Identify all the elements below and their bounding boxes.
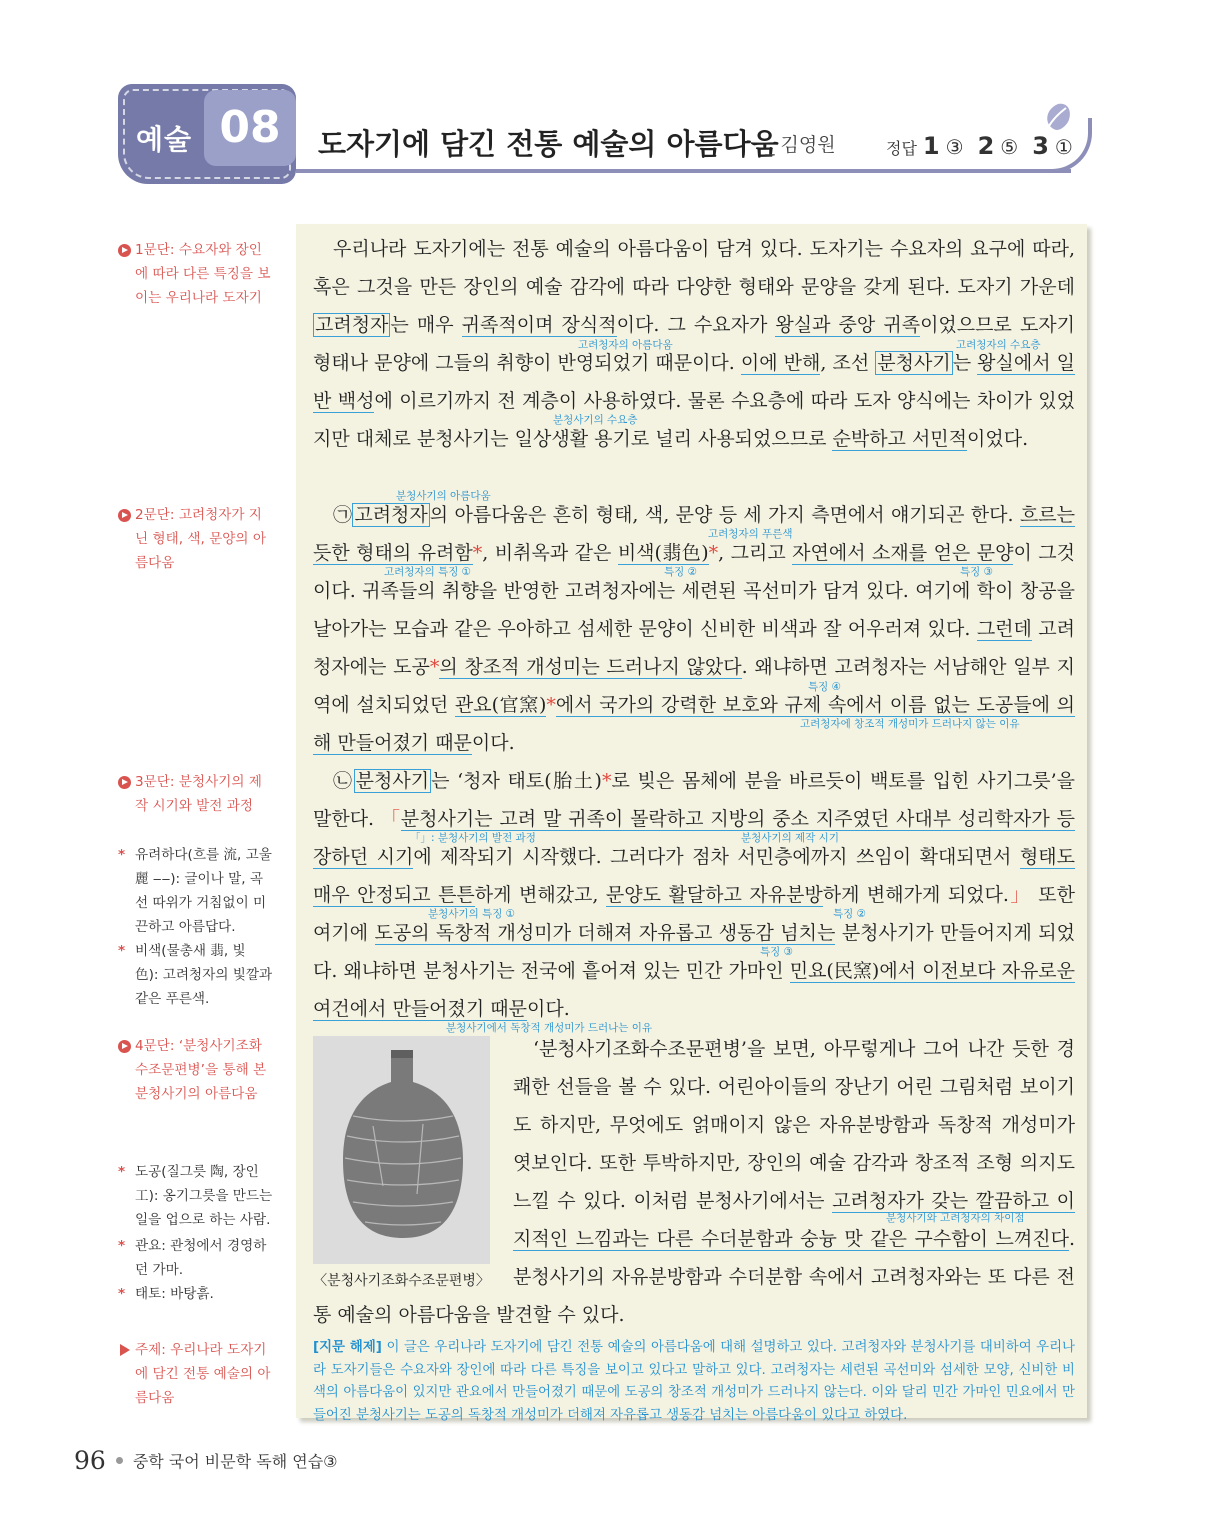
photo-caption: 〈분청사기조화수조문편병〉 [313,1273,490,1289]
annotation: 분청사기의 제작 시기 [741,832,839,844]
annotation: 고려청자의 특징 ① [384,566,472,578]
author: _ 김영원 [765,134,836,156]
side-note-1: 1문단: 수요자와 장인에 따라 다른 특징을 보이는 우리나라 도자기 [118,238,273,310]
annotation: 고려청자의 아름다움 [578,339,673,351]
asterisk-icon: * [118,847,126,863]
asterisk-icon: * [118,943,126,959]
flask-vase-icon [313,1036,490,1264]
glossary-item: * 도공(질그릇 陶, 장인 工): 옹기그릇을 만드는 일을 업으로 하는 사람. [118,1160,273,1232]
glossary-item: * 유려하다(흐를 流, 고울 麗 ‒‒): 글이나 말, 곡선 따위가 거침없이 미끈하고 아름답다. [118,843,273,939]
chapter-number: 08 [204,90,296,166]
annotation: 분청사기에서 독창적 개성미가 드러나는 이유 [446,1022,653,1034]
answer-a3: ① [1054,135,1073,159]
answer-label: 정답 [886,139,917,158]
answer-q1: 1 [922,132,940,160]
annotation: 분청사기의 특징 ① [428,908,516,920]
key-term: 분청사기 [355,770,430,792]
dot-icon [116,1457,123,1464]
paragraph-4: ‘분청사기조화수조문편병’을 보면, 아무렇게나 그어 나간 듯한 경쾌한 선들을 볼 수 있다. 어린아이들의 장난기 어린 그림처럼 보이기도 하지만, 무엇에도 얽매이지 않은 자유분방함과 독창적 개성미가 엿보인다. 또한 투박하지만, 장인의 예술 감각과 창조적 조형 의지도 느낄 수 있다. 이처럼 분청사기에서는 고려청자가 갖는 깔끔하고 이지적인 느낌과는 다른 수더분함과 숭늉 맛 같은 구수함이 느껴진다. 분청사기의 자유분방함과 수더분함 속에서 고려청자와는 또 다른 전통 예술의 아름다움을 발견할 수 있다. [313,1038,1075,1326]
summary-label: [지문 해제] [313,1340,382,1355]
annotation: 분청사기의 아름다움 [396,490,491,502]
annotation: 특징 ③ [760,946,794,958]
bullet-icon [118,509,131,522]
annotation: 고려청자의 수요층 [956,339,1041,351]
answer-a1: ③ [945,135,964,159]
side-note-3: 3문단: 분청사기의 제작 시기와 발전 과정 [118,770,273,818]
paragraph-1: 우리나라 도자기에는 전통 예술의 아름다움이 담겨 있다. 도자기는 수요자의 요구에 따라, 혹은 그것을 만든 장인의 예술 감각에 따라 다양한 형태와 문양을 갖게 된다. 도자기 가운데 고려청자 는 매우 귀족적이며 장식적이다. 그 수요자가 왕실과 중앙 귀족이었으므로 도자기 형태나 문양에 그들의 취향이 반영되었기 때문이다. 이에 반해, 조선 분청사기 는 왕실에서 일반 백성에 이르기까지 전 계층이 사용하였다. 물론 수요층에 따라 도자 양식에는 차이가 있었지만 대체로 분청사기는 일상생활 용기로 널리 사용되었으므로 순박하고 서민적이었다. [313,238,1076,450]
pottery-photo [313,1036,490,1264]
header-rule [296,169,1071,173]
glossary-item: * 비색(물총새 翡, 빛 色): 고려청자의 빛깔과 같은 푸른색. [118,939,273,1011]
chapter-category: 예술 [136,123,193,156]
bullet-icon [118,776,131,789]
page-number: 96 [74,1446,106,1475]
annotation: 고려청자에 창조적 개성미가 드러나지 않는 이유 [800,718,1020,730]
triangle-icon [120,1344,130,1356]
annotation: 「」: 분청사기의 발전 과정 [410,832,536,844]
key-term: 분청사기 [877,352,951,374]
annotation: 특징 ③ [960,566,994,578]
side-note-4: 4문단: ‘분청사기조화수조문편병’을 통해 본 분청사기의 아름다움 [118,1034,273,1106]
answer-a2: ⑤ [1000,135,1019,159]
asterisk-icon: * [118,1286,126,1302]
bullet-icon [118,1040,131,1053]
page-footer [74,1446,338,1475]
bullet-icon [118,244,131,257]
answer-q2: 2 [977,132,995,160]
annotation: 분청사기와 고려청자의 차이점 [886,1212,1025,1224]
glossary-item: * 태토: 바탕흙. [118,1282,273,1306]
passage-summary [313,1337,1075,1427]
key-term: 고려청자 [354,504,428,526]
leaf-icon [1040,100,1074,134]
annotation: 특징 ② [833,908,867,920]
paragraph-2: ㉠ 고려청자 의 아름다움은 흔히 형태, 색, 문양 등 세 가지 측면에서 얘기되곤 한다. 흐르는 듯한 형태의 유려함*, 비취옥과 같은 비색(翡色)*, 그리고 자연에서 소재를 얻은 문양이 그것이다. 귀족들의 취향을 반영한 고려청자에는 세련된 곡선미가 담겨 있다. 여기에 학이 창공을 날아가는 모습과 같은 우아하고 섬세한 문양이 신비한 비색과 잘 어우러져 있다. 그런데 고려청자에는 도공*의 창조적 개성미는 드러나지 않았다. 왜냐하면 고려청자는 서남해안 일부 지역에 설치되었던 관요(官窯)*에서 국가의 강력한 보호와 규제 속에서 이름 없는 도공들에 의해 만들어졌기 때문이다. [313,504,1076,754]
annotation: 특징 ④ [808,681,842,693]
annotation: 분청사기의 수요층 [553,414,638,426]
asterisk-icon: * [118,1238,126,1254]
page-title: 도자기에 담긴 전통 예술의 아름다움 [318,127,779,161]
asterisk-icon: * [118,1164,126,1180]
paragraph-3: ㉡ 분청사기 는 ‘청자 태토(胎土)*로 빚은 몸체에 분을 바르듯이 백토를 입힌 사기그릇’을 말한다. 「분청사기는 고려 말 귀족이 몰락하고 지방의 중소 지주였던 사대부 성리학자가 등장하던 시기에 제작되기 시작했다. 그러다가 점차 서민층에까지 쓰임이 확대되면서 형태도 매우 안정되고 튼튼하게 변해갔고, 문양도 활달하고 자유분방하게 변해가게 되었다.」 또한 여기에 도공의 독창적 개성미가 더해져 자유롭고 생동감 넘치는 분청사기가 만들어지게 되었다. 왜냐하면 분청사기는 전국에 흩어져 있는 민간 가마인 민요(民窯)에서 이전보다 자유로운 여건에서 만들어졌기 때문이다. [313,770,1076,1020]
answer-key [886,132,1081,160]
key-term: 고려청자 [315,314,389,336]
annotation: 고려청자의 푸른색 [708,528,793,540]
answer-q3: 3 [1032,132,1049,160]
annotation: 특징 ② [664,566,698,578]
summary-text: 이 글은 우리나라 도자기에 담긴 전통 예술의 아름다움에 대해 설명하고 있다. 고려청자와 분청사기를 대비하여 우리나라 도자기들은 수요자와 장인에 따라 다른 특징을 보이고 있다고 말하고 있다. 고려청자는 세련된 곡선미와 섬세한 모양, 신비한 비색의 아름다움이 있지만 관요에서 만들어졌기 때문에 도공의 창조적 개성미가 드러나지 않는다. 이와 달리 민간 가마인 민요에서 만들어진 분청사기는 도공의 독창적 개성미가 더해져 자유롭고 생동감 넘치는 아름다움이 있다고 하였다. [313,1340,1075,1423]
side-note-2: 2문단: 고려청자가 지닌 형태, 색, 문양의 아름다움 [118,503,273,575]
glossary-item: * 관요: 관청에서 경영하던 가마. [118,1234,273,1282]
theme-note: 주제: 우리나라 도자기에 담긴 전통 예술의 아름다움 [118,1338,273,1410]
book-title: 중학 국어 비문학 독해 연습③ [132,1452,338,1471]
